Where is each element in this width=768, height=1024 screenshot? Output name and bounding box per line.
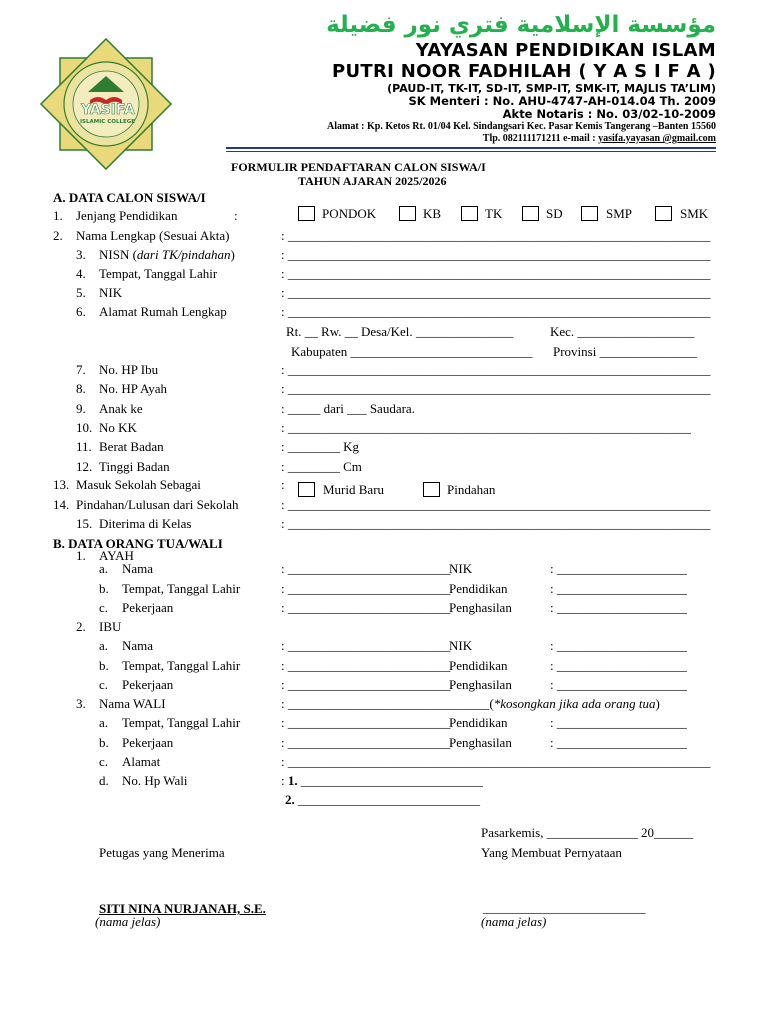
murid-baru-checkbox[interactable] xyxy=(298,482,315,497)
foundation-line1: YAYASAN PENDIDIKAN ISLAM xyxy=(415,40,716,61)
alamat-field[interactable]: : _________________________________________________________________ xyxy=(281,304,711,319)
sekolah-asal-label: Pindahan/Lulusan dari Sekolah xyxy=(76,497,239,512)
ayah-heading: AYAH xyxy=(99,548,134,563)
jenjang-tk-checkbox[interactable] xyxy=(461,206,478,221)
berat-field[interactable]: : ________ Kg xyxy=(281,439,359,454)
ibu-pekerjaan-field[interactable]: : _________________________ xyxy=(281,677,451,692)
section-a-heading: A. DATA CALON SISWA/I xyxy=(53,190,206,205)
ibu-nik-field[interactable]: : ____________________ xyxy=(550,638,687,653)
ttl-label: Tempat, Tanggal Lahir xyxy=(99,266,218,281)
jenjang-smp-checkbox[interactable] xyxy=(581,206,598,221)
kelas-label: Diterima di Kelas xyxy=(99,516,192,531)
sub-letter: b. xyxy=(99,658,109,673)
kabupaten-field[interactable]: Kabupaten ____________________________ xyxy=(291,344,533,359)
jenjang-smk-checkbox[interactable] xyxy=(655,206,672,221)
wali-pekerjaan-label: Pekerjaan xyxy=(122,735,174,750)
address: Alamat : Kp. Ketos Rt. 01/04 Kel. Sindangsari Kec. Pasar Kemis Tangerang –Banten 15560 xyxy=(327,121,716,132)
ayah-ttl-field[interactable]: : _________________________ xyxy=(281,581,451,596)
row-num: 5. xyxy=(76,285,86,300)
anak-ke-field[interactable]: : _____ dari ___ Saudara. xyxy=(281,401,415,416)
sekolah-asal-field[interactable]: : _________________________________________________________________ xyxy=(281,497,711,512)
row-num: 11. xyxy=(76,439,92,454)
form-title: FORMULIR PENDAFTARAN CALON SISWA/I xyxy=(231,160,486,174)
ibu-ttl-label: Tempat, Tanggal Lahir xyxy=(122,658,241,673)
ayah-nama-label: Nama xyxy=(122,561,154,576)
pindahan-checkbox[interactable] xyxy=(423,482,440,497)
sub-letter: c. xyxy=(99,600,109,615)
wali-ttl-label: Tempat, Tanggal Lahir xyxy=(122,715,241,730)
ttl-field[interactable]: : _________________________________________________________________ xyxy=(281,266,711,281)
ibu-nama-label: Nama xyxy=(122,638,154,653)
kecamatan-field[interactable]: Kec. __________________ xyxy=(550,324,695,339)
kelas-field[interactable]: : _________________________________________________________________ xyxy=(281,516,711,531)
tinggi-field[interactable]: : ________ Cm xyxy=(281,459,362,474)
colon: : xyxy=(281,477,285,492)
hp-ayah-label: No. HP Ayah xyxy=(99,381,168,396)
row-num: 3. xyxy=(76,696,86,711)
sub-letter: d. xyxy=(99,773,109,788)
jenjang-pondok-checkbox[interactable] xyxy=(298,206,315,221)
nama-lengkap-field[interactable]: : _________________________________________________________________ xyxy=(281,228,711,243)
wali-note: *kosongkan jika ada orang tua xyxy=(493,696,656,711)
jenjang-kb-label: KB xyxy=(423,206,442,221)
wali-ttl-field[interactable]: : _________________________ xyxy=(281,715,451,730)
ibu-nik-label: NIK xyxy=(449,638,473,653)
logo-title: YASIFA xyxy=(81,102,135,118)
ibu-penghasilan-label: Penghasilan xyxy=(449,677,512,692)
row-num: 4. xyxy=(76,266,86,281)
no-kk-label: No KK xyxy=(99,420,137,435)
akte-notaris: Akte Notaris : No. 03/02-10-2009 xyxy=(502,107,716,121)
ibu-pendidikan-label: Pendidikan xyxy=(449,658,508,673)
ibu-ttl-field[interactable]: : _________________________ xyxy=(281,658,451,673)
ibu-pendidikan-field[interactable]: : ____________________ xyxy=(550,658,687,673)
no-kk-field[interactable]: : ______________________________________________________________ xyxy=(281,420,691,435)
petugas-label: Petugas yang Menerima xyxy=(99,845,225,860)
sub-letter: a. xyxy=(99,638,109,653)
jenjang-sd-label: SD xyxy=(546,206,563,221)
alamat-label: Alamat Rumah Lengkap xyxy=(99,304,227,319)
jenjang-kb-checkbox[interactable] xyxy=(399,206,416,221)
row-num: 9. xyxy=(76,401,86,416)
row-num: 13. xyxy=(53,477,70,492)
nisn-field[interactable]: : _________________________________________________________________ xyxy=(281,247,711,262)
header-divider-thin xyxy=(226,151,716,152)
phone-text: Tlp. 082111171211 e-mail : xyxy=(482,133,599,144)
ayah-ttl-label: Tempat, Tanggal Lahir xyxy=(122,581,241,596)
jenjang-tk-label: TK xyxy=(485,206,503,221)
row-num: 7. xyxy=(76,362,86,377)
sub-letter: b. xyxy=(99,581,109,596)
wali-nama-field[interactable]: : _______________________________(*kosongkan jika ada orang tua) xyxy=(281,696,660,711)
sub-letter: c. xyxy=(99,754,109,769)
pembuat-signature-line[interactable]: _________________________ xyxy=(483,900,646,915)
jenjang-pondok-label: PONDOK xyxy=(322,206,377,221)
ayah-pendidikan-field[interactable]: : ____________________ xyxy=(550,581,687,596)
row-num: 12. xyxy=(76,459,93,474)
school-levels: (PAUD-IT, TK-IT, SD-IT, SMP-IT, SMK-IT, MAJLIS TA’LIM) xyxy=(387,82,716,95)
anak-ke-label: Anak ke xyxy=(99,401,143,416)
nik-label: NIK xyxy=(99,285,123,300)
row-num: 1. xyxy=(76,548,86,563)
wali-hp-label: No. Hp Wali xyxy=(122,773,188,788)
ayah-pekerjaan-label: Pekerjaan xyxy=(122,600,174,615)
contact-line xyxy=(483,133,716,145)
nik-field[interactable]: : _________________________________________________________________ xyxy=(281,285,711,300)
ibu-heading: IBU xyxy=(99,619,122,634)
nama-lengkap-label: Nama Lengkap (Sesuai Akta) xyxy=(76,228,230,243)
wali-alamat-field[interactable]: : _________________________________________________________________ xyxy=(281,754,711,769)
row-num: 2. xyxy=(53,228,63,243)
provinsi-field[interactable]: Provinsi _______________ xyxy=(553,344,698,359)
ayah-pekerjaan-field[interactable]: : _________________________ xyxy=(281,600,451,615)
petugas-name: SITI NINA NURJANAH, S.E. xyxy=(99,901,266,916)
wali-penghasilan-label: Penghasilan xyxy=(449,735,512,750)
row-num: 6. xyxy=(76,304,86,319)
ibu-penghasilan-field[interactable]: : ____________________ xyxy=(550,677,687,692)
row-num: 15. xyxy=(76,516,93,531)
row-num: 8. xyxy=(76,381,86,396)
sub-letter: a. xyxy=(99,561,109,576)
tinggi-label: Tinggi Badan xyxy=(99,459,170,474)
hp-ibu-field[interactable]: : _________________________________________________________________ xyxy=(281,362,711,377)
row-num: 14. xyxy=(53,497,70,512)
hp-ibu-label: No. HP Ibu xyxy=(99,362,159,377)
wali-alamat-label: Alamat xyxy=(122,754,161,769)
hp-ayah-field[interactable]: : _________________________________________________________________ xyxy=(281,381,711,396)
foundation-line2: PUTRI NOOR FADHILAH ( Y A S I F A ) xyxy=(332,61,716,82)
yasifa-logo xyxy=(36,34,176,174)
wali-pekerjaan-field[interactable]: : _________________________ xyxy=(281,735,451,750)
wali-pendidikan-field[interactable]: : ____________________ xyxy=(550,715,687,730)
petugas-nama-jelas: (nama jelas) xyxy=(95,914,161,929)
murid-baru-label: Murid Baru xyxy=(323,482,385,497)
ayah-nama-field[interactable]: : _________________________ xyxy=(281,561,451,576)
berat-label: Berat Badan xyxy=(99,439,164,454)
jenjang-sd-checkbox[interactable] xyxy=(522,206,539,221)
header-divider xyxy=(226,147,716,149)
pembuat-nama-jelas: (nama jelas) xyxy=(481,914,547,929)
row-num: 10. xyxy=(76,420,93,435)
rt-rw-desa-field[interactable]: Rt. __ Rw. __ Desa/Kel. _______________ xyxy=(286,324,514,339)
wali-pendidikan-label: Pendidikan xyxy=(449,715,508,730)
masuk-label: Masuk Sekolah Sebagai xyxy=(76,477,201,492)
pindahan-label: Pindahan xyxy=(447,482,496,497)
arabic-name: مؤسسة الإسلامية فتري نور فضيلة xyxy=(326,12,716,38)
wali-hp2-field[interactable]: 2. ____________________________ xyxy=(285,792,480,807)
sk-menteri: SK Menteri : No. AHU-4747-AH-014.04 Th. 2009 xyxy=(408,94,716,108)
row-num: 3. xyxy=(76,247,86,262)
ibu-nama-field[interactable]: : _________________________ xyxy=(281,638,451,653)
section-b-heading: B. DATA ORANG TUA/WALI xyxy=(53,536,223,551)
ayah-penghasilan-label: Penghasilan xyxy=(449,600,512,615)
jenjang-label: Jenjang Pendidikan xyxy=(76,208,178,223)
ayah-penghasilan-field[interactable]: : ____________________ xyxy=(550,600,687,615)
sub-letter: a. xyxy=(99,715,109,730)
ayah-nik-field[interactable]: : ____________________ xyxy=(550,561,687,576)
jenjang-smk-label: SMK xyxy=(680,206,709,221)
ibu-pekerjaan-label: Pekerjaan xyxy=(122,677,174,692)
pembuat-label: Yang Membuat Pernyataan xyxy=(481,845,622,860)
ayah-pendidikan-label: Pendidikan xyxy=(449,581,508,596)
logo-subtitle: ISLAMIC COLLEGE xyxy=(80,119,135,125)
row-num: 2. xyxy=(76,619,86,634)
colon: : xyxy=(234,208,238,223)
wali-hp1-field[interactable]: : 1. ____________________________ xyxy=(281,773,483,788)
wali-heading: Nama WALI xyxy=(99,696,166,711)
sub-letter: c. xyxy=(99,677,109,692)
place-date[interactable]: Pasarkemis, ______________ 20______ xyxy=(481,825,693,840)
nisn-label: NISN (dari TK/pindahan) xyxy=(99,247,235,262)
row-num: 1. xyxy=(53,208,63,223)
jenjang-smp-label: SMP xyxy=(606,206,633,221)
wali-penghasilan-field[interactable]: : ____________________ xyxy=(550,735,687,750)
email-link[interactable]: yasifa.yayasan @gmail.com xyxy=(598,133,716,144)
school-year: TAHUN AJARAN 2025/2026 xyxy=(298,174,447,188)
ayah-nik-label: NIK xyxy=(449,561,473,576)
sub-letter: b. xyxy=(99,735,109,750)
